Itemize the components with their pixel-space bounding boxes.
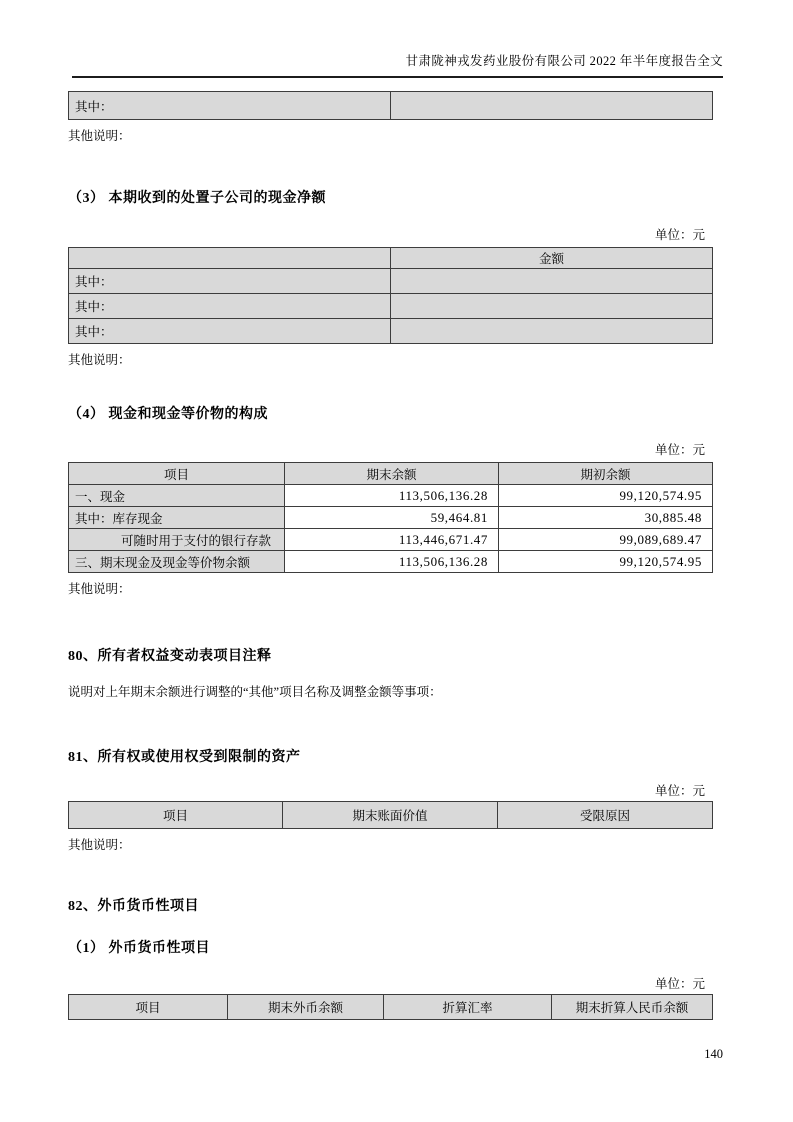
foreign-currency-table xyxy=(68,994,713,1020)
section-80-heading: 80、所有者权益变动表项目注释 xyxy=(68,649,272,664)
row-ending-balance: 113,446,671.47 xyxy=(285,529,499,551)
unit-label: 单位：元 xyxy=(654,443,705,457)
section-80-paragraph: 说明对上年期末余额进行调整的“其他”项目名称及调整金额等事项： xyxy=(68,685,442,699)
row-beginning-balance: 99,120,574.95 xyxy=(499,551,713,573)
row-item: 其中：库存现金 xyxy=(69,507,285,529)
section-81-heading: 81、所有权或使用权受到限制的资产 xyxy=(68,750,301,765)
cash-equivalents-table xyxy=(68,462,713,573)
page-number: 140 xyxy=(704,1047,723,1061)
row-value xyxy=(391,319,713,344)
table-header-row xyxy=(69,248,713,269)
section-3-heading: （3） 本期收到的处置子公司的现金净额 xyxy=(68,191,326,206)
unit-label: 单位：元 xyxy=(654,228,705,242)
row-label: 其中： xyxy=(69,319,391,344)
row-beginning-balance: 30,885.48 xyxy=(499,507,713,529)
row-beginning-balance: 99,120,574.95 xyxy=(499,485,713,507)
table-row xyxy=(69,507,713,529)
header-cell-restriction-reason: 受限原因 xyxy=(498,802,713,829)
row-label: 其中： xyxy=(69,294,391,319)
other-note-label: 其他说明： xyxy=(68,353,131,367)
header-cell-rmb-balance: 期末折算人民币余额 xyxy=(552,995,713,1020)
row-label: 其中： xyxy=(69,269,391,294)
header-cell-ending-balance: 期末余额 xyxy=(285,463,499,485)
row-ending-balance: 113,506,136.28 xyxy=(285,551,499,573)
table-header-row xyxy=(69,802,713,829)
section-82-1-heading: （1） 外币货币性项目 xyxy=(68,941,210,956)
other-note-label: 其他说明： xyxy=(68,129,131,143)
header-rule xyxy=(72,76,723,78)
unit-label: 单位：元 xyxy=(654,977,705,991)
header-cell-beginning-balance: 期初余额 xyxy=(499,463,713,485)
header-cell-exchange-rate: 折算汇率 xyxy=(384,995,552,1020)
other-note-label: 其他说明： xyxy=(68,838,131,852)
section-82-heading: 82、外币货币性项目 xyxy=(68,899,199,914)
header-cell-item: 项目 xyxy=(69,995,228,1020)
header-cell-blank xyxy=(69,248,391,269)
restricted-assets-table xyxy=(68,801,713,829)
carryover-table xyxy=(68,91,713,120)
table-header-row xyxy=(69,995,713,1020)
carryover-row-label: 其中： xyxy=(69,92,391,120)
table-row xyxy=(69,529,713,551)
table-row xyxy=(69,269,713,294)
net-cash-disposal-table xyxy=(68,247,713,344)
row-value xyxy=(391,269,713,294)
header-cell-item: 项目 xyxy=(69,463,285,485)
section-4-heading: （4） 现金和现金等价物的构成 xyxy=(68,407,268,422)
row-beginning-balance: 99,089,689.47 xyxy=(499,529,713,551)
table-header-row xyxy=(69,463,713,485)
row-item: 一、现金 xyxy=(69,485,285,507)
carryover-row-value xyxy=(391,92,713,120)
unit-label: 单位：元 xyxy=(654,784,705,798)
header-cell-amount: 金额 xyxy=(391,248,713,269)
row-value xyxy=(391,294,713,319)
other-note-label: 其他说明： xyxy=(68,582,131,596)
row-ending-balance: 59,464.81 xyxy=(285,507,499,529)
table-row xyxy=(69,319,713,344)
table-row xyxy=(69,294,713,319)
table-row xyxy=(69,92,713,120)
row-item: 三、期末现金及现金等价物余额 xyxy=(69,551,285,573)
table-row xyxy=(69,551,713,573)
header-cell-foreign-balance: 期末外币余额 xyxy=(228,995,384,1020)
table-row xyxy=(69,485,713,507)
header-cell-book-value: 期末账面价值 xyxy=(283,802,498,829)
document-header-title: 甘肃陇神戎发药业股份有限公司 2022 年半年度报告全文 xyxy=(405,54,723,68)
row-item: 可随时用于支付的银行存款 xyxy=(69,529,285,551)
row-ending-balance: 113,506,136.28 xyxy=(285,485,499,507)
header-cell-item: 项目 xyxy=(69,802,283,829)
